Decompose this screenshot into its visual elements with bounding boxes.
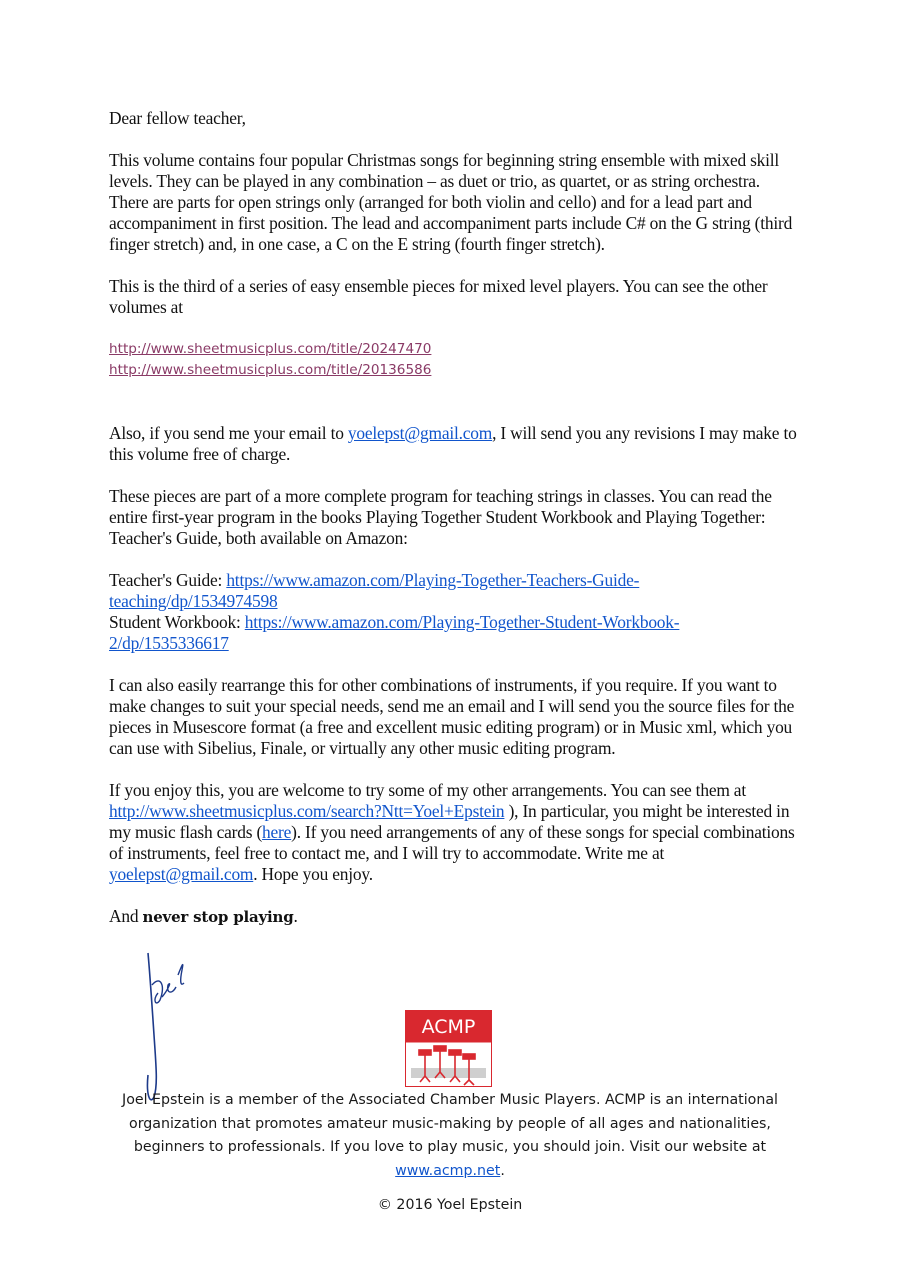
revisions-text-end: , I will send you any revisions I may make to this volume free of charge.: [109, 423, 797, 464]
signature: [138, 945, 198, 1105]
closing-suffix: .: [293, 906, 298, 926]
volume-link-1[interactable]: http://www.sheetmusicplus.com/title/20247470: [109, 341, 432, 357]
flash-cards-link[interactable]: here: [262, 822, 292, 842]
rearrange-paragraph: I can also easily rearrange this for other combinations of instruments, if you require. If you want to make changes to suit your special needs, send me an email and I will send you the source files for the pieces in Musescore format (a free and excellent music editing program) or in Music xml, which you can use with Sibelius, Finale, or virtually any other music editing program.: [109, 675, 795, 758]
revisions-text: Also, if you send me your email to: [109, 423, 348, 443]
email-link[interactable]: yoelepst@gmail.com: [347, 423, 493, 443]
volume-link-2[interactable]: http://www.sheetmusicplus.com/title/20136586: [109, 362, 432, 378]
revisions-paragraph: [109, 423, 799, 465]
arrangements-text-3: ). If you need arrangements of any of these songs for special combinations of instruments, feel free to contact me, and I will try to accommodate. Write me at: [109, 822, 795, 863]
acmp-website-link[interactable]: www.acmp.net: [395, 1162, 501, 1179]
series-paragraph: This is the third of a series of easy ensemble pieces for mixed level players. You can see the other volumes at: [109, 276, 768, 317]
teachers-guide-link-cont[interactable]: teaching/dp/1534974598: [109, 591, 278, 611]
copyright: © 2016 Yoel Epstein: [377, 1197, 523, 1213]
program-paragraph: These pieces are part of a more complete program for teaching strings in classes. You can read the entire first-year program in the books Playing Together Student Workbook and Playing Together: Teacher's Guide, both available on Amazon:: [109, 486, 772, 548]
acmp-footer: [95, 1089, 805, 1183]
greeting: Dear fellow teacher,: [109, 108, 246, 128]
acmp-logo: [405, 1010, 492, 1087]
arrangements-text-4: . Hope you enjoy.: [253, 864, 373, 884]
student-workbook-line: [109, 612, 799, 654]
closing-bold: never stop playing: [142, 908, 294, 926]
closing-line: [109, 906, 799, 928]
contact-email-link[interactable]: yoelepst@gmail.com: [109, 864, 254, 884]
acmp-footer-end: .: [500, 1162, 505, 1179]
teachers-guide-line: [109, 570, 799, 612]
teachers-guide-link[interactable]: https://www.amazon.com/Playing-Together-Teachers-Guide-: [226, 570, 640, 590]
acmp-logo-text: ACMP: [421, 1016, 476, 1038]
acmp-footer-text: Joel Epstein is a member of the Associated Chamber Music Players. ACMP is an international organization that promotes amateur music-making by people of all ages and nationalities, beginners to professionals. If you love to play music, you should join. Visit our website at: [122, 1092, 778, 1155]
arrangements-text-1: If you enjoy this, you are welcome to try some of my other arrangements. You can see them at: [109, 780, 746, 800]
intro-paragraph: This volume contains four popular Christmas songs for beginning string ensemble with mixed skill levels. They can be played in any combination – as duet or trio, as quartet, or as string orchestra. There are parts for open strings only (arranged for both violin and cello) and for a lead part and accompaniment in first position. The lead and accompaniment parts include C# on the G string (third finger stretch) and, in one case, a C on the E string (fourth finger stretch).: [109, 150, 793, 254]
student-workbook-link-cont[interactable]: 2/dp/1535336617: [109, 633, 229, 653]
arrangements-paragraph: [109, 780, 799, 885]
student-workbook-label: Student Workbook:: [109, 612, 245, 632]
search-link[interactable]: http://www.sheetmusicplus.com/search?Ntt=Yoel+Epstein: [109, 801, 505, 821]
closing-prefix: And: [109, 906, 143, 926]
arrangements-text-2: ), In particular, you might be interested in my music flash cards (: [109, 801, 790, 842]
teachers-guide-label: Teacher's Guide:: [109, 570, 227, 590]
student-workbook-link[interactable]: https://www.amazon.com/Playing-Together-Student-Workbook-: [244, 612, 680, 632]
letter-body: [109, 108, 799, 928]
